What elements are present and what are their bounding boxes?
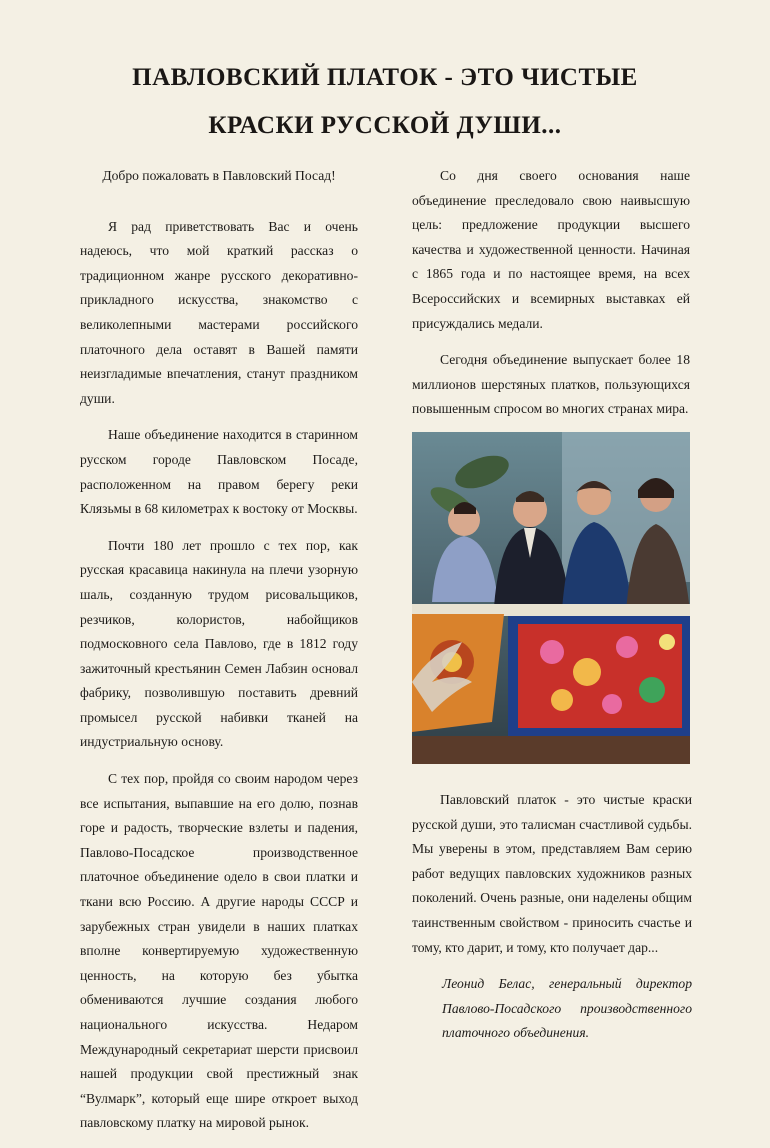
right-paragraph-3: Павловский платок - это чистые краски русской души, это талисман счастливой судьбы. Мы уверены в этом, представляем Вам серию работ ведущих павловских художников разных поколений. Очень разные, они наделены общим таинственным свойством - приносить счастье и тому, кто дарит, и тому, кто получает дар... [412,792,692,955]
left-column [80,164,358,1148]
left-paragraph-2: Наше объединение находится в старинном русском городе Павловском Посаде, расположенном на правом берегу реки Клязьмы в 68 километрах к востоку от Москвы. [80,427,358,517]
signature: Леонид Белас, генеральный директор Павлово-Посадского производственного платочного объединения. [442,976,692,1041]
group-photo-illustration [412,432,690,764]
right-paragraph-1: Со дня своего основания наше объединение преследовало свою наивысшую цель: предложение продукции высшего качества и художественной ценности. Начиная с 1865 года и по настоящее время, на всех Всероссийских и всемирных выставках ей присуждались медали. [412,168,690,331]
right-column-bottom [412,788,692,1058]
greeting: Добро пожаловать в Павловский Посад! [102,168,336,183]
left-paragraph-4: С тех пор, пройдя со своим народом через все испытания, выпавшие на его долю, познав горе и радость, творческие взлеты и падения, Павлово-Посадское производственное платочное объединение одело в свои платки и ткани всю Россию. А другие народы СССР и зарубежных стран увидели в наших платках вполне конвертируемую художественную ценность, на которую без убытка обмениваются лучшие создания любого национального искусства. Недаром Международный секретариат шерсти присвоил нашей продукции свой престижный знак “Вулмарк”, который еще шире откроет выход павловскому платку на мировой рынок. [80,771,358,1131]
right-column-top [412,164,690,434]
right-paragraph-2: Сегодня объединение выпускает более 18 миллионов шерстяных платков, пользующихся повышенным спросом во многих странах мира. [412,352,690,417]
group-photo [412,432,690,764]
left-paragraph-1: Я рад приветствовать Вас и очень надеюсь, что мой краткий рассказ о традиционном жанре русского декоративно-прикладного искусства, знакомство с великолепными мастерами российского платочного дела оставят в Вашей памяти неизгладимые впечатления, станут праздником души. [80,218,358,406]
left-paragraph-3: Почти 180 лет прошло с тех пор, как русская красавица накинула на плечи узорную шаль, созданную трудом рисовальщиков, резчиков, колористов, набойщиков подмосковного села Павлово, где в 1812 году зажиточный крестьянин Семен Лабзин основал фабрику, позволившую поставить древний промысел русской набивки тканей на индустриальную основу. [80,537,358,750]
page-title-line-1: ПАВЛОВСКИЙ ПЛАТОК - ЭТО ЧИСТЫЕ [132,64,638,91]
page-title-line-2: КРАСКИ РУССКОЙ ДУШИ... [208,112,562,139]
